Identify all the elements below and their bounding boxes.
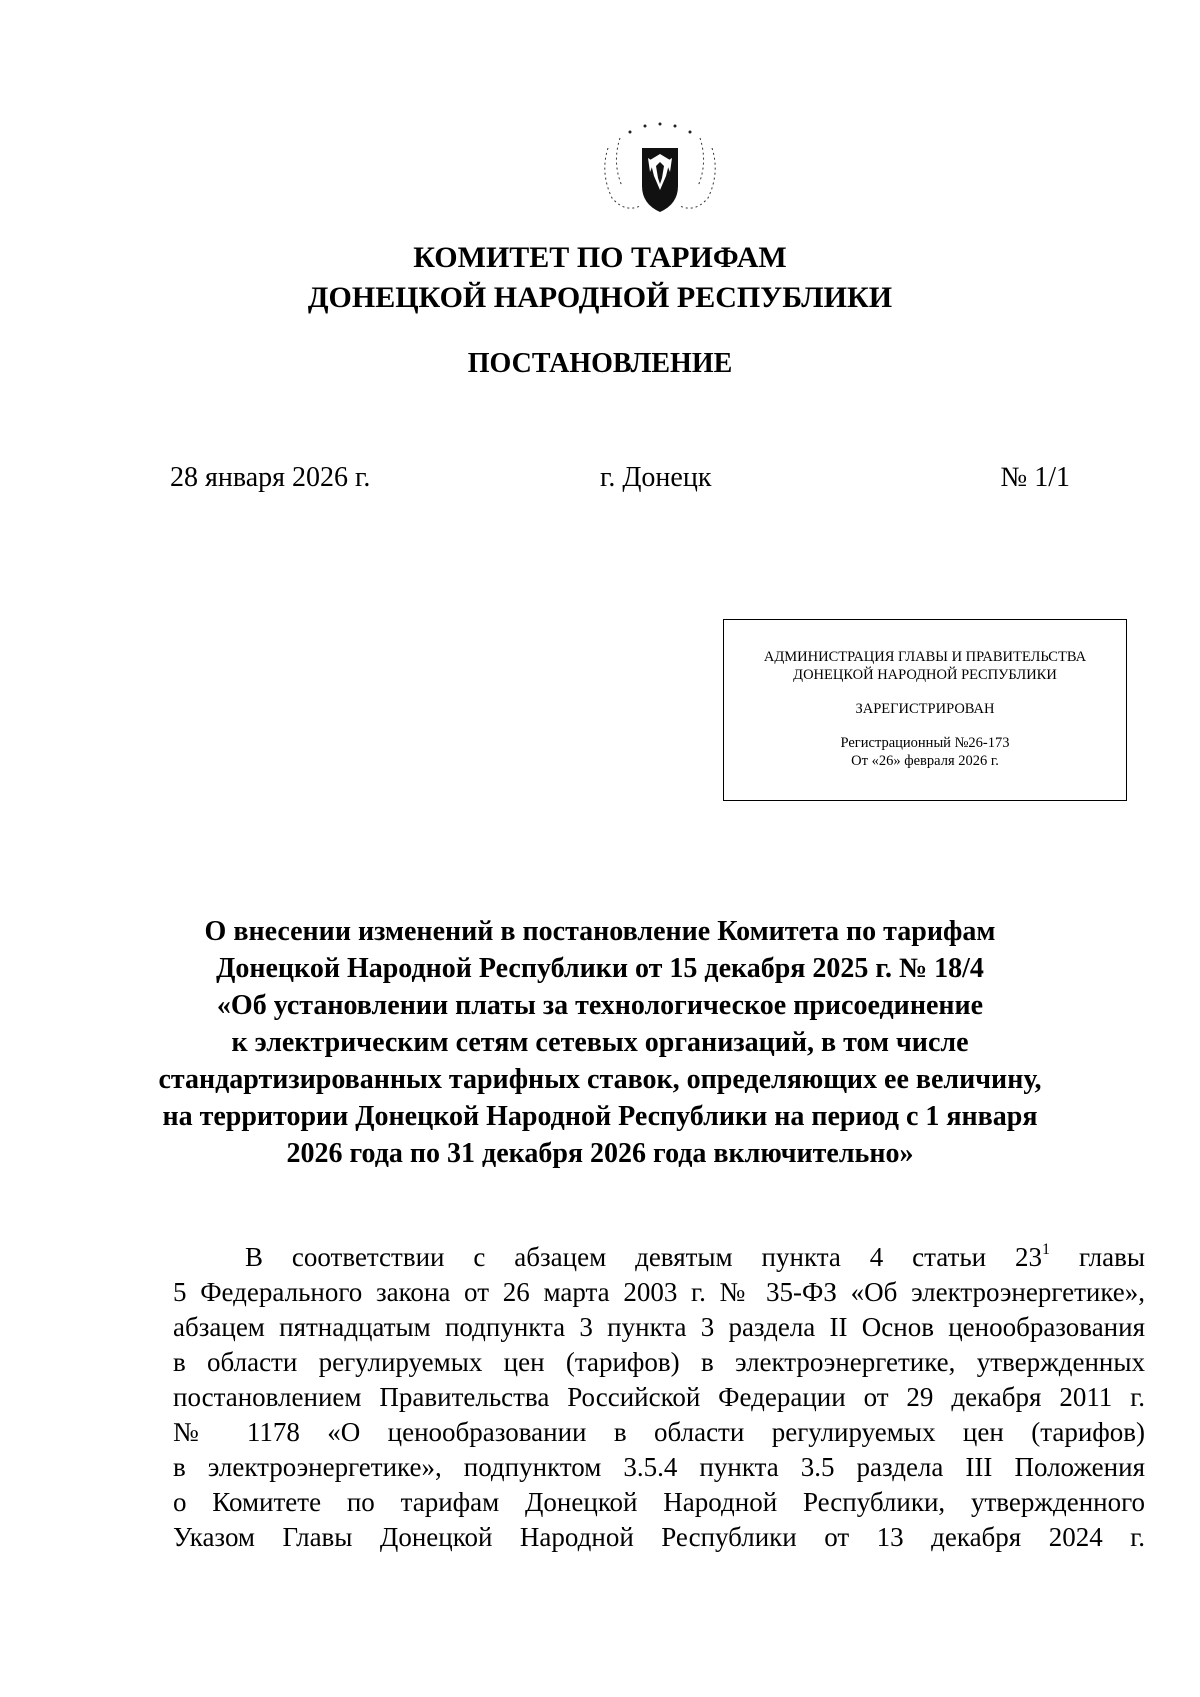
title-line: к электрическим сетям сетевых организаций, в том числе [231, 1027, 969, 1058]
body-line: постановлением Правительства Российской Федерации от 29 декабря 2011 г. [173, 1382, 1145, 1412]
superscript: 1 [1042, 1241, 1051, 1258]
title-line: стандартизированных тарифных ставок, определяющих ее величину, [158, 1064, 1042, 1095]
registration-stamp [723, 619, 1127, 801]
body-line: о Комитете по тарифам Донецкой Народной Республики, утвержденного [173, 1487, 1145, 1517]
body-line: Указом Главы Донецкой Народной Республики от 13 декабря 2024 г. [173, 1522, 1145, 1552]
stamp-status: ЗАРЕГИСТРИРОВАН [855, 701, 995, 717]
stamp-reg-date: От «26» февраля 2026 г. [851, 753, 999, 769]
title-line: 2026 года по 31 декабря 2026 года включительно» [286, 1138, 914, 1169]
document-city: г. Донецк [600, 462, 712, 493]
title-line: на территории Донецкой Народной Республики на период с 1 января [162, 1101, 1038, 1132]
org-line-2: ДОНЕЦКОЙ НАРОДНОЙ РЕСПУБЛИКИ [307, 281, 893, 314]
body-line: В соответствии с абзацем девятым пункта 4 статьи $23^1$ главы [245, 1241, 1145, 1272]
document-date: 28 января 2026 г. [170, 462, 371, 493]
body-line: абзацем пятнадцатым подпункта 3 пункта 3 раздела II Основ ценообразования [173, 1312, 1145, 1342]
coat-of-arms-emblem [590, 118, 730, 228]
body-line: в электроэнергетике», подпунктом 3.5.4 пункта 3.5 раздела III Положения [173, 1452, 1145, 1482]
title-line: «Об установлении платы за технологическое присоединение [216, 990, 984, 1021]
organization-name [0, 238, 1200, 318]
stamp-line-1: АДМИНИСТРАЦИЯ ГЛАВЫ И ПРАВИТЕЛЬСТВА [763, 649, 1087, 665]
body-line: в области регулируемых цен (тарифов) в электроэнергетике, утвержденных [173, 1347, 1145, 1377]
org-line-1: КОМИТЕТ ПО ТАРИФАМ [413, 241, 787, 274]
body-line: 5 Федерального закона от 26 марта 2003 г. № 35-ФЗ «Об электроэнергетике», [173, 1277, 1145, 1307]
title-line: Донецкой Народной Республики от 15 декабря 2025 г. № 18/4 [216, 953, 984, 984]
body-line: № 1178 «О ценообразовании в области регулируемых цен (тарифов) [173, 1417, 1145, 1447]
document-number: № 1/1 [1000, 462, 1070, 493]
stamp-line-2: ДОНЕЦКОЙ НАРОДНОЙ РЕСПУБЛИКИ [793, 667, 1057, 683]
document-type: ПОСТАНОВЛЕНИЕ [467, 348, 733, 379]
document-title [150, 913, 1050, 1172]
body-paragraph [173, 1240, 1145, 1555]
title-line: О внесении изменений в постановление Комитета по тарифам [204, 916, 996, 947]
stamp-reg-number: Регистрационный №26-173 [840, 735, 1010, 751]
